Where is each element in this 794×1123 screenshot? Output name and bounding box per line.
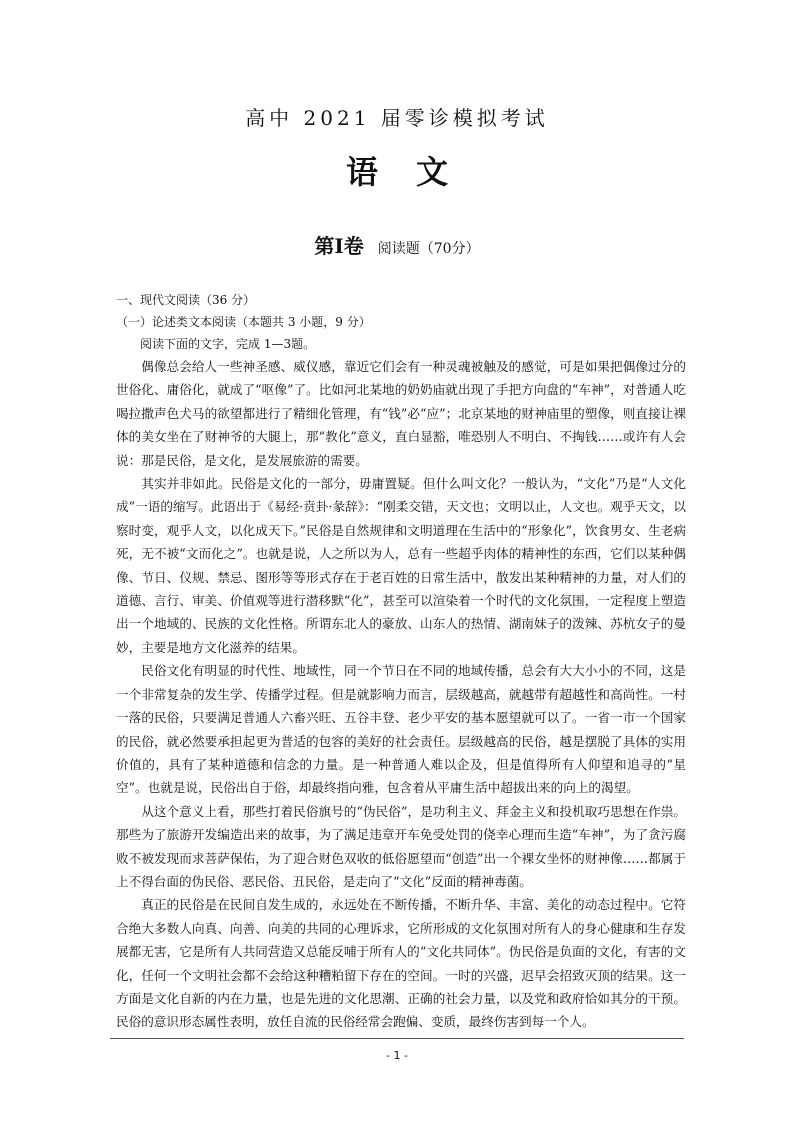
volume-heading (0, 232, 794, 263)
section-heading: 一、现代文阅读（36 分） (116, 293, 256, 307)
volume-description: 阅读题（70分） (377, 241, 480, 257)
passage-paragraph: 其实并非如此。民俗是文化的一部分，毋庸置疑。但什么叫文化？一般认为，“文化”乃是“人文化成”一语的缩写。此语出于《易经·贲卦·彖辞》：“刚柔交错，天文也；文明以止，人文也。观乎天文，以察时变，观乎人文，以化成天下。”民俗是自然规律和文明道理在生活中的“形象化”，饮食男女、生老病死，无不被“文而化之”。也就是说，人之所以为人，总有一些超乎肉体的精神性的东西，它们以某种偶像、节日、仪规、禁忌、图形等等形式存在于老百姓的日常生活中，散发出某种精神的力量，对人们的道德、言行、审美、价值观等进行潜移默“化”，甚至可以渲染着一个时代的文化氛围，一定程度上塑造出一个地域的、民族的文化性格。所谓东北人的豪放、山东人的热情、湖南妹子的泼辣、苏杭女子的曼妙，主要是地方文化滋养的结果。 (116, 476, 686, 655)
passage-paragraph: 真正的民俗是在民间自发生成的，永远处在不断传播，不断升华、丰富、美化的动态过程中。它符合绝大多数人向真、向善、向美的共同的心理诉求，它所形成的文化氛围对所有人的身心健康和生存发展都无害，它是所有人共同营造又总能反哺于所有人的“文化共同体”。伪民俗是负面的文化，有害的文化，任何一个文明社会都不会给这种糟粕留下存在的空间。一时的兴盛，迟早会招致灭顶的结果。这一方面是文化自新的内在力量，也是先进的文化思潮、正确的社会力量，以及党和政府恰如其分的干预。民俗的意识形态属性表明，放任自流的民俗经常会跑偏、变质，最终伤害到每一个人。 (116, 897, 686, 1030)
passage-paragraph: 偶像总会给人一些神圣感、威仪感，靠近它们会有一种灵魂被触及的感觉，可是如果把偶像过分的世俗化、庸俗化，就成了“呕像”了。比如河北某地的奶奶庙就出现了手把方向盘的“车神”，对普通人吃喝拉撒声色犬马的欲望都进行了精细化管理，有“钱”必“应”；北京某地的财神庙里的塑像，则直接让裸体的美女坐在了财神爷的大腿上，那“教化”意义，直白显豁，唯恐别人不明白、不掏钱……或许有人会说：那是民俗，是文化，是发展旅游的需要。 (116, 359, 686, 468)
subject-title-char-2: 文 (416, 153, 449, 191)
reading-passage (116, 355, 686, 1034)
volume-label: 第Ⅰ卷 (314, 234, 364, 258)
subsection-heading: （一）论述类文本阅读（本题共 3 小题，9 分） (116, 315, 371, 329)
subject-title (0, 150, 794, 194)
footer-divider (110, 1038, 684, 1039)
subject-title-char-1: 语 (345, 153, 378, 191)
passage-paragraph: 民俗文化有明显的时代性、地域性，同一个节日在不同的地域传播，总会有大大小小的不同，这是一个非常复杂的发生学、传播学过程。但是就影响力而言，层级越高，就越带有超越性和高尚性。一村一落的民俗，只要满足普通人六畜兴旺、五谷丰登、老少平安的基本愿望就可以了。一省一市一个国家的民俗，就必然要承担起更为普适的包容的美好的社会责任。层级越高的民俗，越是摆脱了具体的实用价值的，具有了某种道德和信念的力量。是一种普通人难以企及，但是值得所有人仰望和追寻的“星空”。也就是说，民俗出自于俗，却最终指向雅，包含着从平庸生活中超拔出来的向上的渴望。 (116, 663, 686, 796)
passage-paragraph: 从这个意义上看，那些打着民俗旗号的“伪民俗”，是功利主义、拜金主义和投机取巧思想在作祟。那些为了旅游开发编造出来的故事，为了满足违章开车免受处罚的侥幸心理而生造“车神”，为了贪污腐败不被发现而求菩萨保佑，为了迎合财色双收的低俗愿望而“创造”出一个裸女坐怀的财神像……都属于上不得台面的伪民俗、恶民俗、丑民俗，是走向了“文化”反面的精神毒菌。 (116, 803, 686, 889)
page-number: - 1 - (386, 1049, 408, 1062)
exam-title: 高中 2021 届零诊模拟考试 (245, 106, 549, 130)
reading-instruction: 阅读下面的文字，完成 1—3题。 (140, 337, 316, 351)
